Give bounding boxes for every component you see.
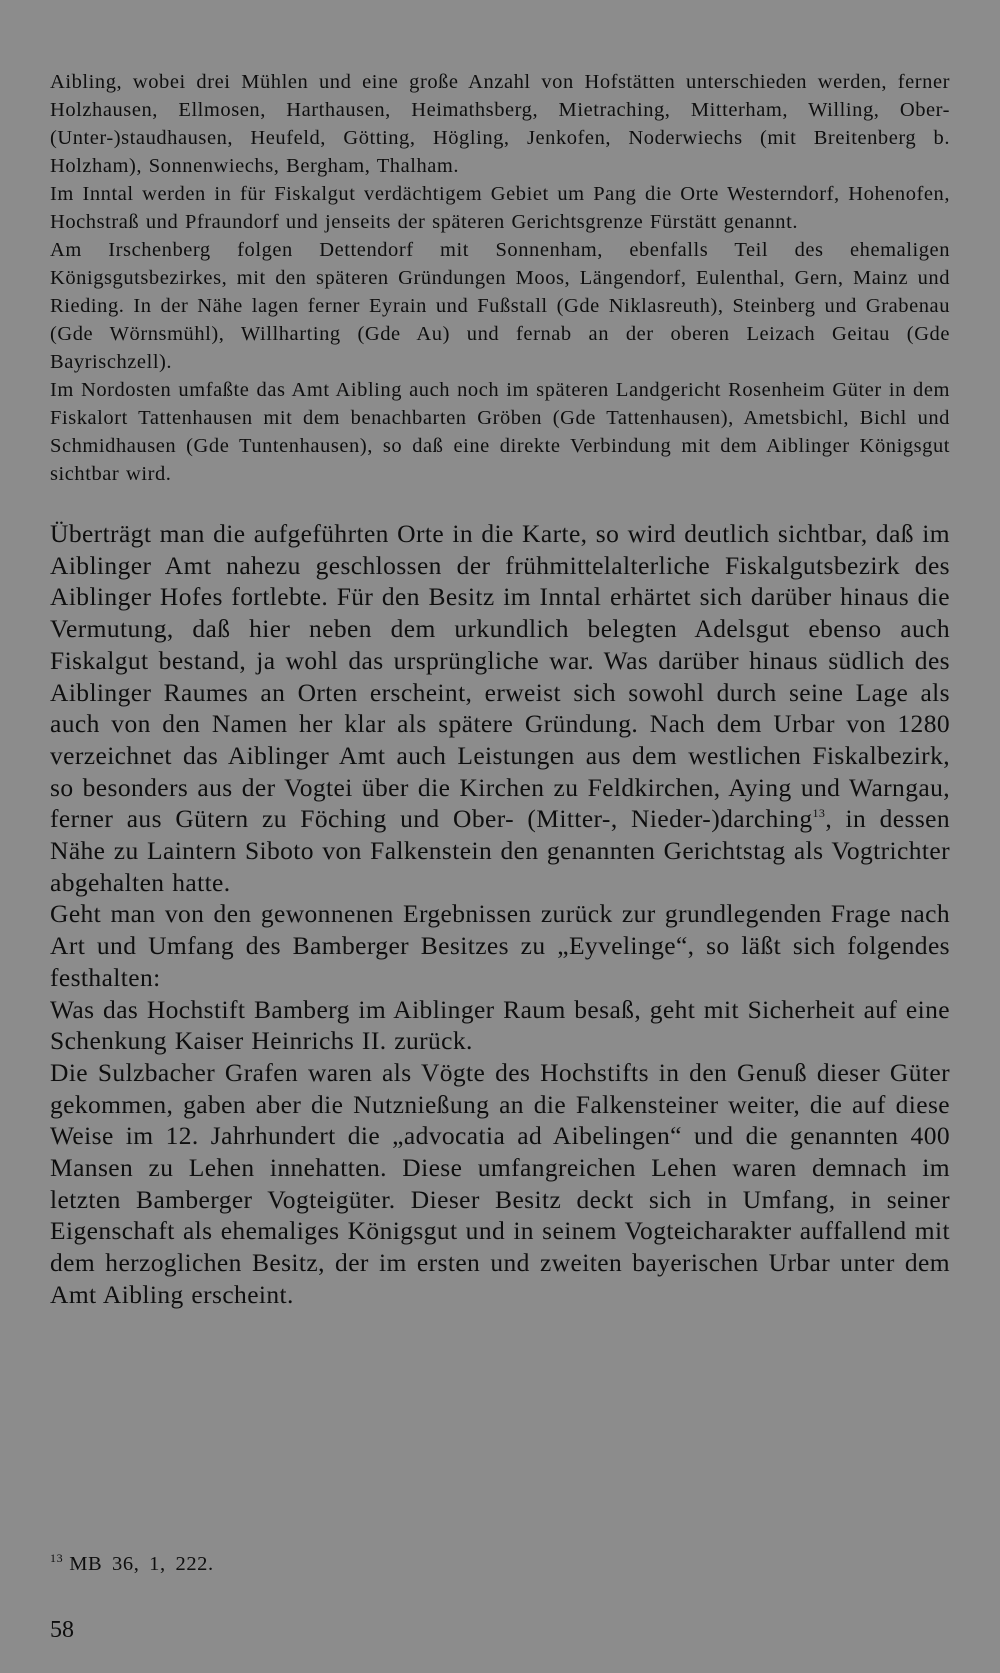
main-paragraph-2: Geht man von den gewonnenen Ergebnissen zurück zur grundlegenden Frage nach Art und Umfang des Bamberger Besitzes zu „Eyvelinge“, so läßt sich folgendes festhalten: (50, 899, 950, 992)
footnote-reference: 13 (812, 806, 826, 821)
footnote-number: 13 (50, 1551, 64, 1565)
small-paragraph-aibling: Aibling, wobei drei Mühlen und eine große Anzahl von Hofstätten unterschieden werden, ferner Holzhausen, Ellmosen, Harthausen, Heimathsberg, Mietraching, Mitterham, Willing, Ober-(Unter-)staudhausen, Heufeld, Götting, Högling, Jenkofen, Noderwiechs (mit Breitenberg b. Holzham), Sonnenwiechs, Bergham, Thalham. (50, 71, 950, 177)
small-paragraph-nordosten: Im Nordosten umfaßte das Amt Aibling auch noch im späteren Landgericht Rosenheim Güter in dem Fiskalort Tattenhausen mit dem benachbarten Gröben (Gde Tattenhausen), Ametsbichl, Bichl und Schmidhausen (Gde Tuntenhausen), so daß eine direkte Verbindung mit dem Aiblinger Königsgut sichtbar wird. (50, 379, 950, 485)
main-paragraph-1-text: Überträgt man die aufgeführten Orte in die Karte, so wird deutlich sichtbar, daß im Aiblinger Amt nahezu geschlossen der frühmittelalterliche Fiskalgutsbezirk des Aiblinger Hofes fortlebte. Für den Besitz im Inntal erhärtet sich darüber hinaus die Vermutung, daß hier neben dem urkundlich belegten Adelsgut ebenso auch Fiskalgut bestand, ja wohl das ursprüngliche war. Was darüber hinaus südlich des Aiblinger Raumes an Orten erscheint, erweist sich sowohl durch seine Lage als auch von den Namen her klar als spätere Gründung. Nach dem Urbar von 1280 verzeichnet das Aiblinger Amt auch Leistungen aus dem westlichen Fiskalbezirk, so besonders aus der Vogtei über die Kirchen zu Feldkirchen, Aying und Warngau, ferner aus Gütern zu Föching und Ober- (Mitter-, Nieder-)darching (50, 519, 950, 834)
small-paragraph-inntal: Im Inntal werden in für Fiskalgut verdächtigem Gebiet um Pang die Orte Westerndorf, Hohenofen, Hochstraß und Pfraundorf und jenseits der späteren Gerichtsgrenze Fürstätt genannt. (50, 183, 950, 233)
main-paragraph-1-continuation: , in dessen Nähe zu Laintern Siboto von Falkenstein den genannten Gerichtstag als Vogtrichter abgehalten hatte. (50, 804, 951, 897)
main-paragraph-1 (50, 518, 950, 898)
main-text-block (50, 518, 950, 1311)
main-paragraph-4: Die Sulzbacher Grafen waren als Vögte des Hochstifts in den Genuß dieser Güter gekommen, gaben aber die Nutznießung an die Falkensteiner weiter, die auf diese Weise im 12. Jahrhundert die „advocatia ad Aibelingen“ und die genannten 400 Mansen zu Lehen innehatten. Diese umfangreichen Lehen waren demnach im letzten Bamberger Vogteigüter. Dieser Besitz deckt sich in Umfang, in seiner Eigenschaft als ehemaliges Königsgut und in seinem Vogteicharakter auffallend mit dem herzoglichen Besitz, der im ersten und zweiten bayerischen Urbar unter dem Amt Aibling erscheint. (50, 1057, 950, 1309)
small-paragraph-irschenberg: Am Irschenberg folgen Dettendorf mit Sonnenham, ebenfalls Teil des ehemaligen Königsgutsbezirkes, mit den späteren Gründungen Moos, Längendorf, Eulenthal, Gern, Mainz und Rieding. In der Nähe lagen ferner Eyrain und Fußstall (Gde Niklasreuth), Steinberg und Grabenau (Gde Wörnsmühl), Willharting (Gde Au) und fernab an der oberen Leizach Geitau (Gde Bayrischzell). (50, 239, 950, 373)
footnote (50, 1553, 214, 1576)
page-number: 58 (50, 1617, 74, 1643)
main-paragraph-3: Was das Hochstift Bamberg im Aiblinger Raum besaß, geht mit Sicherheit auf eine Schenkung Kaiser Heinrichs II. zurück. (50, 994, 950, 1056)
footnote-text: MB 36, 1, 222. (69, 1553, 214, 1575)
source-list-block (50, 68, 950, 488)
